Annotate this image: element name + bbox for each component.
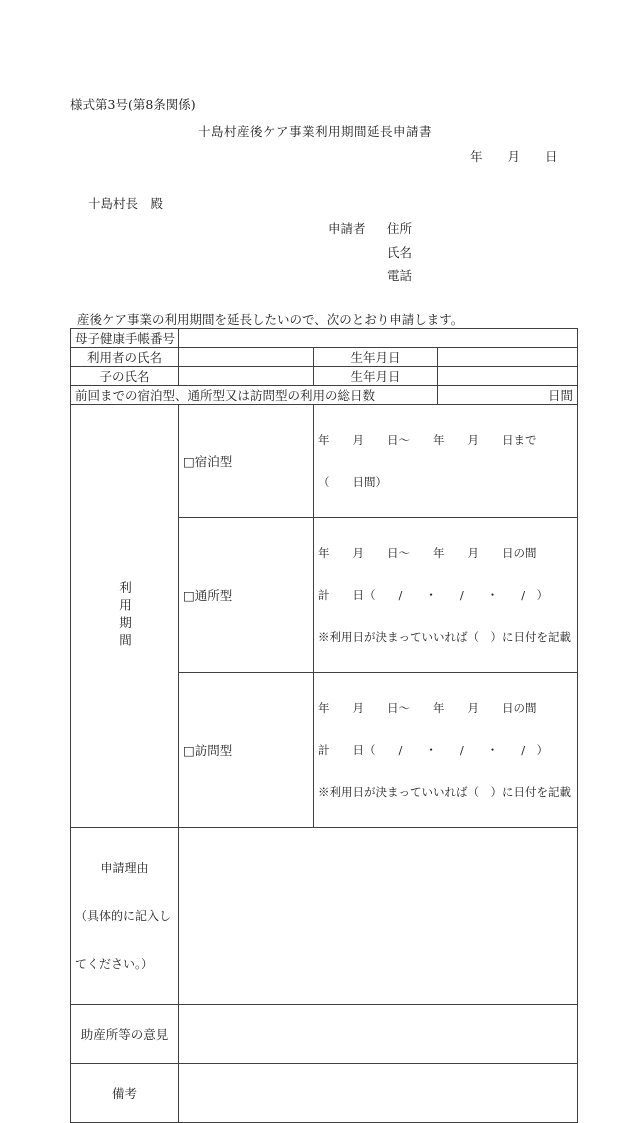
applicant-label: 申請者 [328,221,366,236]
child-name-value [179,367,314,386]
application-form-table [70,328,578,1123]
previous-total-days-unit: 日間 [438,386,578,405]
daycare-period-line1: 年 月 日～ 年 月 日の間 [318,546,537,560]
reason-label-line2: （具体的に記入し [75,909,172,923]
usage-period-label: 利用期間 [117,581,133,651]
intro-sentence: 産後ケア事業の利用期間を延長したいので、次のとおり申請します。 [77,312,464,327]
daycare-type-checkbox-label: □通所型 [179,518,314,673]
remarks-label: 備考 [71,1064,179,1123]
form-number: 様式第3号(第8条関係) [70,97,196,112]
visit-period-line2: 計 日（ / ・ / ・ / ） [318,743,549,757]
applicant-address-label: 住所 [387,221,413,236]
overnight-period-line2: （ 日間） [318,475,387,489]
overnight-period-line1: 年 月 日～ 年 月 日まで [318,433,537,447]
user-name-value [179,348,314,367]
reason-label-line1: 申請理由 [100,861,149,875]
document-title: 十島村産後ケア事業利用期間延長申請書 [197,124,432,139]
overnight-type-checkbox-label: □宿泊型 [179,405,314,518]
user-birthdate-label: 生年月日 [314,348,438,367]
visit-period-line3: ※利用日が決まっていいれば（ ）に日付を記載 [318,785,571,799]
table-row [71,1005,578,1064]
visit-period-line1: 年 月 日～ 年 月 日の間 [318,701,537,715]
child-birthdate-label: 生年月日 [314,367,438,386]
daycare-type-period-cell [314,518,578,673]
daycare-period-line3: ※利用日が決まっていいれば（ ）に日付を記載 [318,630,571,644]
overnight-type-period-cell [314,405,578,518]
handbook-number-label: 母子健康手帳番号 [71,329,179,348]
addressee: 十島村長 殿 [88,196,164,211]
date-line: 年 月 日 [470,149,558,164]
daycare-period-line2: 計 日（ / ・ / ・ / ） [318,588,549,602]
table-row [71,1064,578,1123]
visit-type-period-cell [314,673,578,828]
applicant-phone-label: 電話 [387,268,413,283]
midwifery-opinion-value [179,1005,578,1064]
table-row [71,386,578,405]
applicant-name-label: 氏名 [387,245,413,260]
table-row [71,828,578,1005]
reason-label-line3: てください。） [75,957,154,971]
midwifery-opinion-label: 助産所等の意見 [71,1005,179,1064]
child-name-label: 子の氏名 [71,367,179,386]
table-row [71,405,578,518]
user-birthdate-value [438,348,578,367]
reason-label-cell [71,828,179,1005]
user-name-label: 利用者の氏名 [71,348,179,367]
handbook-number-value [179,329,578,348]
visit-type-checkbox-label: □訪問型 [179,673,314,828]
table-row [71,367,578,386]
previous-total-days-label: 前回までの宿泊型、通所型又は訪問型の利用の総日数 [71,386,438,405]
child-birthdate-value [438,367,578,386]
table-row [71,329,578,348]
remarks-value [179,1064,578,1123]
reason-value [179,828,578,1005]
table-row [71,348,578,367]
usage-period-label-cell [71,405,179,828]
